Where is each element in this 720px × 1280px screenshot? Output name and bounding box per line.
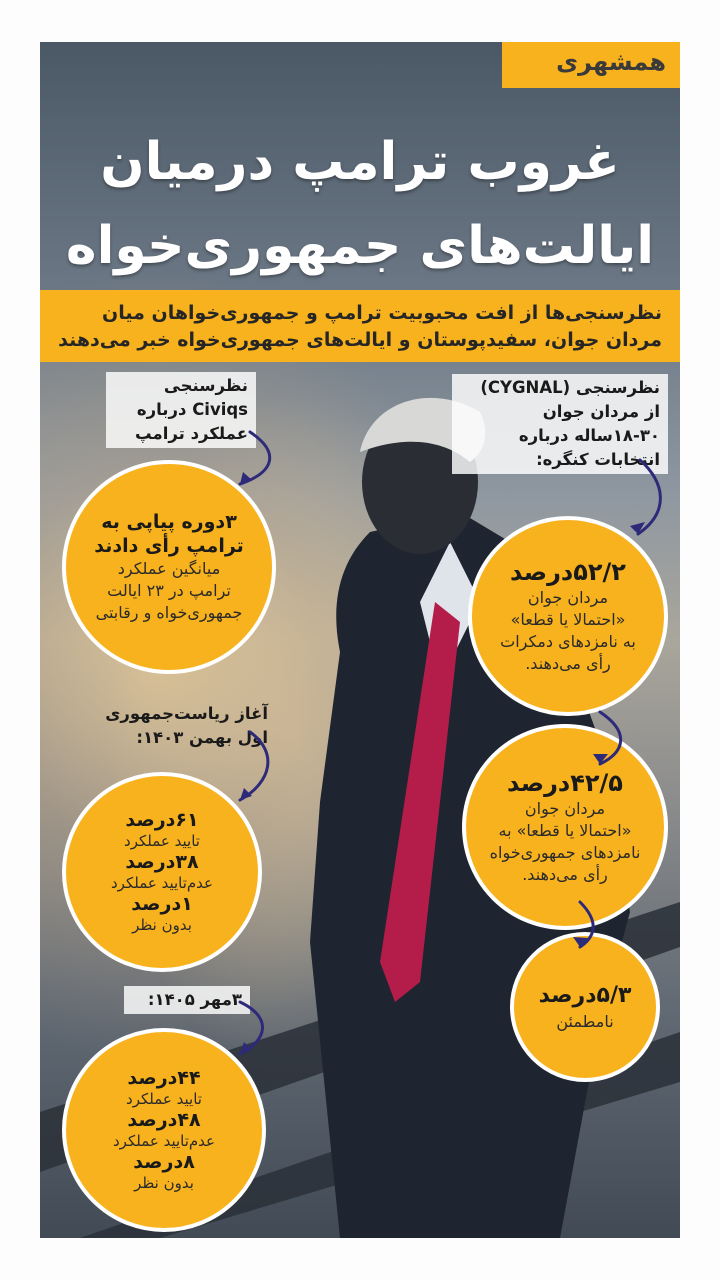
stat-desc-line: جمهوری‌خواه و رقابتی <box>95 603 243 622</box>
stat-value: ۳۸درصد <box>125 851 199 873</box>
stat-value: ۴۲/۵درصد <box>507 769 623 797</box>
stat-desc: تایید عملکرد <box>126 1090 202 1108</box>
cygnal-heading-line: نظرسنجی (CYGNAL) <box>480 378 660 397</box>
stat-desc: بدون نظر <box>132 916 192 934</box>
stat-desc-line: مردان جوان <box>527 588 609 607</box>
stat-value: ۵۲/۲درصد <box>510 558 626 586</box>
civiqs-heading-line: Civiqs درباره <box>136 400 248 419</box>
stat-desc-line: رأی می‌دهند. <box>525 654 611 673</box>
stat-value: ۴۴درصد <box>127 1067 201 1089</box>
stat-desc-line: ترامپ در ۲۳ ایالت <box>107 581 231 600</box>
infographic-poster <box>40 42 680 1238</box>
stat-desc-line: «احتمالا یا قطعا» به <box>498 821 632 840</box>
subtitle-text: نظرسنجی‌ها از افت محبوبیت ترامپ و جمهوری‌خواهان میان مردان جوان، سفیدپوستان و ایالت‌های جمهوری‌خواه خبر می‌دهند <box>58 302 662 351</box>
stat-value: ۴۸درصد <box>127 1109 201 1131</box>
period1-label-line: آغاز ریاست‌جمهوری <box>105 704 268 723</box>
stat-desc-line: میانگین عملکرد <box>117 559 221 578</box>
stat-desc: بدون نظر <box>134 1174 194 1192</box>
stat-desc-line: مردان جوان <box>524 799 606 818</box>
stat-value: ۸درصد <box>133 1151 195 1173</box>
period2-label-line: ۳مهر ۱۴۰۵: <box>147 990 242 1009</box>
title-line-1: غروب ترامپ درمیان <box>100 132 620 192</box>
civiqs-heading-line: نظرسنجی <box>163 376 248 395</box>
stat-desc-line: نامزدهای جمهوری‌خواه <box>489 843 641 862</box>
stat-value: ۱درصد <box>131 893 193 915</box>
period1-label-line: اول بهمن ۱۴۰۳: <box>136 728 268 747</box>
stat-bold-line: ۳دوره پیاپی به <box>101 511 237 533</box>
arrow-icon <box>638 460 660 534</box>
stat-desc: عدم‌تایید عملکرد <box>112 1132 216 1150</box>
logo-text: همشهری <box>556 48 666 76</box>
civiqs-heading-line: عملکرد ترامپ <box>135 424 248 443</box>
stat-value: ۶۱درصد <box>125 809 199 831</box>
title-line-2: ایالت‌های جمهوری‌خواه <box>65 216 655 276</box>
stat-desc-line: به نامزدهای دمکرات <box>500 632 636 651</box>
stat-desc: تایید عملکرد <box>124 832 200 850</box>
stat-desc-line: نامطمئن <box>556 1012 614 1031</box>
stat-desc: عدم‌تایید عملکرد <box>110 874 214 892</box>
stat-value: ۵/۳درصد <box>538 983 632 1008</box>
cygnal-heading-line: انتخابات کنگره: <box>536 450 660 469</box>
stat-desc-line: «احتمالا یا قطعا» <box>510 610 626 629</box>
connector-arrows <box>40 42 680 1238</box>
cygnal-heading-line: از مردان جوان <box>542 402 660 421</box>
stat-bold-line: ترامپ رأی دادند <box>94 535 244 557</box>
cygnal-heading-line: ۱۸-۳۰ساله درباره <box>518 426 660 445</box>
stat-desc-line: رأی می‌دهند. <box>522 865 608 884</box>
